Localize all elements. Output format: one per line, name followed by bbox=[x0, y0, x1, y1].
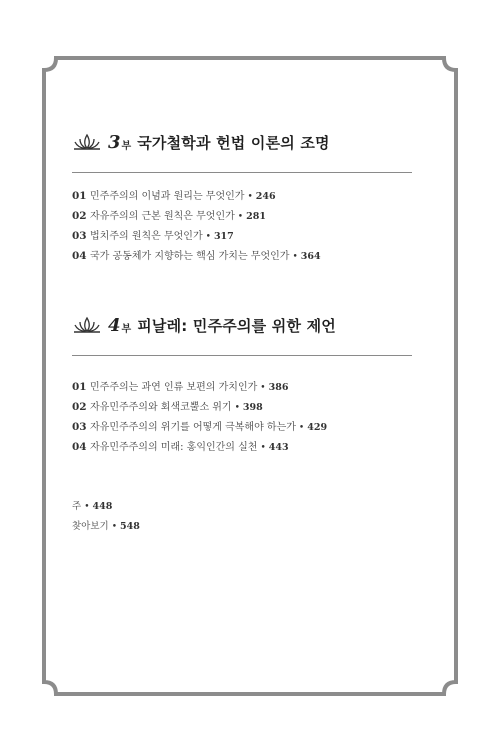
chapter-page: 398 bbox=[242, 402, 263, 413]
chapter-item[interactable] bbox=[72, 187, 412, 207]
chapter-title: 자유민주주의의 위기를 어떻게 극복해야 하는가 bbox=[90, 422, 296, 433]
chapter-list bbox=[72, 378, 412, 458]
chapter-number: 03 bbox=[72, 421, 87, 433]
chapter-number: 04 bbox=[72, 441, 87, 453]
chapter-number: 04 bbox=[72, 250, 87, 262]
notes-page: 448 bbox=[92, 501, 113, 512]
chapter-item[interactable] bbox=[72, 207, 412, 227]
bullet-separator: • bbox=[247, 192, 253, 202]
part-unit: 부 bbox=[121, 323, 132, 335]
chapter-item[interactable] bbox=[72, 438, 412, 458]
chapter-page: 386 bbox=[268, 382, 289, 393]
bullet-separator: • bbox=[84, 502, 90, 512]
lotus-ornament-icon bbox=[72, 315, 102, 335]
chapter-title: 법치주의 원칙은 무엇인가 bbox=[90, 231, 203, 242]
chapter-page: 317 bbox=[213, 231, 234, 242]
bullet-separator: • bbox=[205, 232, 211, 242]
table-of-contents bbox=[72, 124, 412, 538]
notes-title: 주 bbox=[72, 501, 82, 512]
chapter-item[interactable] bbox=[72, 418, 412, 438]
chapter-page: 429 bbox=[307, 422, 328, 433]
chapter-number: 03 bbox=[72, 230, 87, 242]
chapter-title: 자유민주주의와 회색코뿔소 위기 bbox=[90, 402, 232, 413]
chapter-title: 자유주의의 근본 원칙은 무엇인가 bbox=[90, 211, 235, 222]
part-number: 3 bbox=[108, 131, 121, 153]
part-number: 4 bbox=[108, 314, 121, 336]
lotus-ornament-icon bbox=[72, 132, 102, 152]
bullet-separator: • bbox=[260, 443, 266, 453]
back-matter bbox=[72, 498, 412, 538]
chapter-title: 민주주의는 과연 인류 보편의 가치인가 bbox=[90, 382, 258, 393]
part-title: 국가철학과 헌법 이론의 조명 bbox=[137, 133, 330, 152]
bullet-separator: • bbox=[234, 403, 240, 413]
chapter-title: 국가 공동체가 지향하는 핵심 가치는 무엇인가 bbox=[90, 251, 290, 262]
section-divider bbox=[72, 172, 412, 173]
bullet-separator: • bbox=[292, 252, 298, 262]
part-unit: 부 bbox=[121, 140, 132, 152]
chapter-item[interactable] bbox=[72, 227, 412, 247]
chapter-number: 01 bbox=[72, 190, 87, 202]
chapter-page: 443 bbox=[268, 442, 289, 453]
notes-entry[interactable] bbox=[72, 498, 412, 518]
chapter-title: 민주주의의 이념과 원리는 무엇인가 bbox=[90, 191, 245, 202]
chapter-number: 01 bbox=[72, 381, 87, 393]
chapter-item[interactable] bbox=[72, 398, 412, 418]
chapter-page: 364 bbox=[300, 251, 321, 262]
section-divider bbox=[72, 355, 412, 356]
bullet-separator: • bbox=[298, 423, 305, 433]
part-4-section bbox=[72, 307, 412, 458]
chapter-number: 02 bbox=[72, 401, 87, 413]
chapter-item[interactable] bbox=[72, 247, 412, 267]
chapter-list bbox=[72, 187, 412, 267]
part-3-heading bbox=[72, 124, 412, 160]
chapter-page: 281 bbox=[246, 211, 266, 222]
bullet-separator: • bbox=[260, 383, 266, 393]
part-3-section bbox=[72, 124, 412, 267]
index-title: 찾아보기 bbox=[72, 521, 109, 532]
part-title: 피날레: 민주주의를 위한 제언 bbox=[137, 316, 336, 335]
chapter-number: 02 bbox=[72, 210, 87, 222]
index-entry[interactable] bbox=[72, 518, 412, 538]
chapter-page: 246 bbox=[255, 191, 276, 202]
chapter-title: 자유민주주의의 미래: 홍익인간의 실천 bbox=[90, 442, 258, 453]
bullet-separator: • bbox=[111, 522, 118, 532]
chapter-item[interactable] bbox=[72, 378, 412, 398]
part-4-heading bbox=[72, 307, 412, 343]
bullet-separator: • bbox=[237, 212, 244, 222]
index-page: 548 bbox=[120, 521, 140, 532]
